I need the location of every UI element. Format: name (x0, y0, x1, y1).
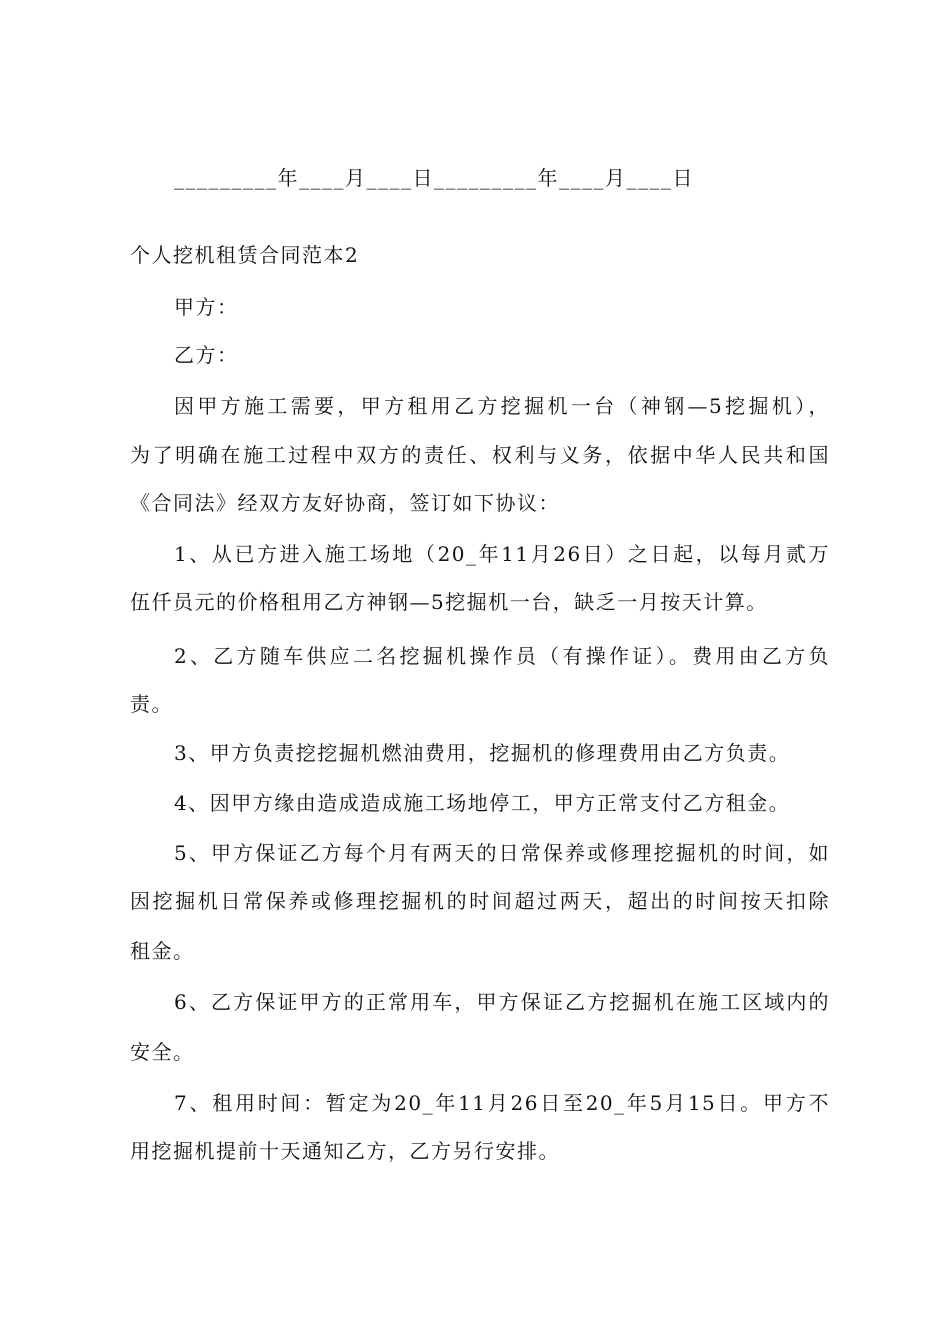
party-a-label: 甲方： (174, 295, 239, 319)
preamble-line: 《合同法》经双方友好协商，签订如下协议： (130, 491, 560, 515)
clause-4: 4、因甲方缘由造成造成施工场地停工，甲方正常支付乙方租金。 (174, 791, 791, 815)
clause-7-line: 用挖掘机提前十天通知乙方，乙方另行安排。 (130, 1139, 560, 1163)
preamble-line: 因甲方施工需要，甲方租用乙方挖掘机一台（神钢—5挖掘机）， (174, 394, 830, 418)
document-title: 个人挖机租赁合同范本2 (130, 243, 360, 267)
clause-5-line: 租金。 (130, 939, 195, 963)
preamble-line: 为了明确在施工过程中双方的责任、权利与义务，依据中华人民共和国 (130, 443, 830, 467)
clause-3: 3、甲方负责挖挖掘机燃油费用，挖掘机的修理费用由乙方负责。 (174, 741, 791, 765)
clause-6-line: 安全。 (130, 1040, 195, 1064)
clause-7-line: 7、租用时间：暂定为20_年11月26日至20_年5月15日。甲方不 (174, 1091, 830, 1115)
clause-2-line: 2、乙方随车供应二名挖掘机操作员（有操作证）。费用由乙方负 (174, 644, 830, 668)
clause-5-line: 因挖掘机日常保养或修理挖掘机的时间超过两天，超出的时间按天扣除 (130, 889, 830, 913)
clause-6-line: 6、乙方保证甲方的正常用车，甲方保证乙方挖掘机在施工区域内的 (174, 990, 830, 1014)
clause-5-line: 5、甲方保证乙方每个月有两天的日常保养或修理挖掘机的时间，如 (174, 841, 830, 865)
clause-1-line: 伍仟员元的价格租用乙方神钢—5挖掘机一台，缺乏一月按天计算。 (130, 590, 768, 614)
clause-1-line: 1、从已方进入施工场地（20_年11月26日）之日起，以每月贰万 (174, 542, 830, 566)
signature-date-line: _________年____月____日_________年____月____日 (174, 166, 694, 190)
clause-2-line: 责。 (130, 692, 173, 716)
party-b-label: 乙方： (174, 343, 239, 367)
